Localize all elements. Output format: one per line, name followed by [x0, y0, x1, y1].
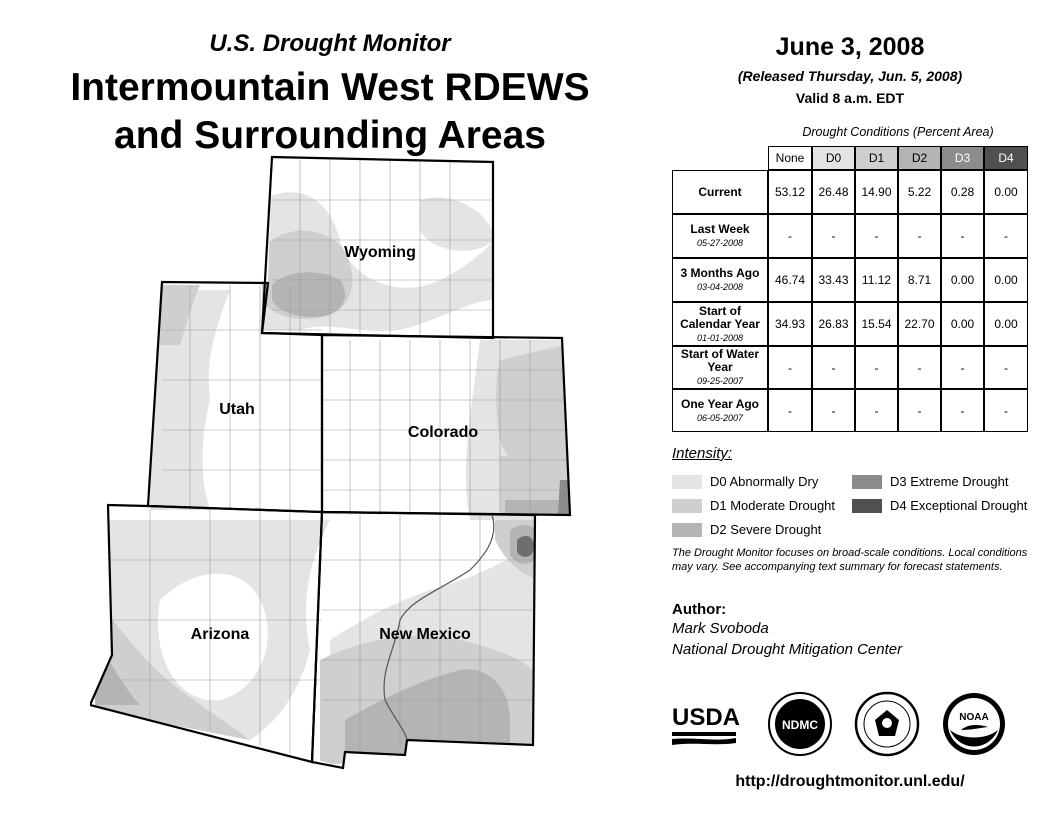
table-cell: 33.43 [812, 258, 855, 302]
row-label-text: Start of Calendar Year [680, 303, 760, 331]
table-cell: - [812, 389, 855, 432]
row-date-text: 05-27-2008 [696, 238, 744, 248]
state-label-utah: Utah [219, 401, 255, 418]
table-cell: 11.12 [855, 258, 898, 302]
table-cell: 26.48 [812, 170, 855, 214]
table-cell: 34.93 [768, 302, 812, 346]
table-cell: 14.90 [855, 170, 898, 214]
author-name: Mark Svoboda [672, 620, 769, 637]
legend-label: D3 Extreme Drought [890, 474, 1009, 489]
table-header-d4: D4 [984, 146, 1028, 170]
row-date-text: 01-01-2008 [696, 332, 744, 343]
table-cell: - [768, 389, 812, 432]
legend-swatch [852, 475, 882, 489]
table-cell: 0.00 [941, 258, 984, 302]
table-cell: 0.00 [984, 170, 1028, 214]
legend-swatch [672, 499, 702, 513]
table-header-none: None [768, 146, 812, 170]
state-label-colorado: Colorado [407, 424, 479, 441]
table-header-d1: D1 [855, 146, 898, 170]
valid-time: Valid 8 a.m. EDT [795, 90, 905, 106]
row-label-text: Start of Water Year [680, 347, 760, 374]
row-label-text: 3 Months Ago [680, 266, 760, 280]
table-row-label [672, 346, 768, 389]
row-date-text: 03-04-2008 [696, 282, 744, 292]
table-header-d2: D2 [898, 146, 941, 170]
table-cell: - [855, 214, 898, 258]
table-row-label [672, 214, 768, 258]
author-org: National Drought Mitigation Center [672, 641, 903, 658]
table-row-label [672, 389, 768, 432]
legend-label: D4 Exceptional Drought [890, 498, 1028, 513]
table-row-label [672, 170, 768, 214]
drought-conditions-table [672, 146, 1028, 432]
map-subtitle: U.S. Drought Monitor [209, 30, 451, 57]
table-cell: - [768, 346, 812, 389]
commerce-seal-logo [856, 693, 918, 755]
table-cell: 8.71 [898, 258, 941, 302]
table-cell: - [941, 346, 984, 389]
table-cell: 0.00 [984, 258, 1028, 302]
table-cell: - [941, 214, 984, 258]
release-date: (Released Thursday, Jun. 5, 2008) [737, 68, 963, 84]
svg-text:NOAA: NOAA [959, 712, 989, 723]
map-date: June 3, 2008 [775, 33, 925, 61]
table-cell: - [898, 214, 941, 258]
table-cell: - [984, 389, 1028, 432]
table-cell: - [984, 346, 1028, 389]
state-label-new-mexico: New Mexico [379, 626, 471, 643]
legend-label: D1 Moderate Drought [710, 498, 836, 513]
table-cell: - [855, 389, 898, 432]
state-label-arizona: Arizona [190, 626, 250, 643]
table-cell: - [768, 214, 812, 258]
table-caption: Drought Conditions (Percent Area) [802, 125, 994, 139]
legend-swatch [672, 523, 702, 537]
table-row-label [672, 302, 768, 346]
table-row-label [672, 258, 768, 302]
legend-swatch [672, 475, 702, 489]
row-date-text: 09-25-2007 [696, 376, 744, 386]
table-cell: - [898, 389, 941, 432]
table-cell: - [855, 346, 898, 389]
row-label-text: Current [698, 184, 742, 199]
row-date-text: 06-05-2007 [696, 412, 744, 423]
row-label-text: One Year Ago [680, 396, 760, 411]
map-title-line2: and Surrounding Areas [114, 114, 546, 157]
legend-title: Intensity: [672, 445, 733, 462]
table-header-d0: D0 [812, 146, 855, 170]
website-url[interactable]: http://droughtmonitor.unl.edu/ [735, 773, 965, 790]
table-cell: 26.83 [812, 302, 855, 346]
table-cell: - [812, 346, 855, 389]
row-label-text: Last Week [690, 222, 750, 236]
table-cell: 5.22 [898, 170, 941, 214]
table-cell: 22.70 [898, 302, 941, 346]
table-cell: 15.54 [855, 302, 898, 346]
map-title-line1: Intermountain West RDEWS [70, 66, 590, 109]
legend-swatch [852, 499, 882, 513]
ndmc-logo [769, 693, 831, 755]
legend-label: D0 Abnormally Dry [710, 474, 819, 489]
table-cell: 46.74 [768, 258, 812, 302]
agency-logos [670, 690, 1020, 762]
svg-text:USDA: USDA [672, 704, 741, 731]
table-cell: - [812, 214, 855, 258]
table-cell: - [984, 214, 1028, 258]
table-header-d3: D3 [941, 146, 984, 170]
noaa-logo [943, 693, 1005, 755]
state-label-wyoming: Wyoming [344, 244, 416, 261]
table-cell: 53.12 [768, 170, 812, 214]
table-cell: 0.00 [941, 302, 984, 346]
usda-logo [672, 704, 740, 745]
author-label: Author: [672, 601, 727, 618]
table-cell: - [898, 346, 941, 389]
table-cell: - [941, 389, 984, 432]
drought-map [90, 150, 590, 790]
legend-label: D2 Severe Drought [710, 522, 822, 537]
table-cell: 0.28 [941, 170, 984, 214]
table-cell: 0.00 [984, 302, 1028, 346]
svg-text:NDMC: NDMC [782, 718, 818, 732]
disclaimer-note: The Drought Monitor focuses on broad-scale conditions. Local conditions may vary. See accompanying text summary for forecast statements. [672, 547, 1028, 573]
